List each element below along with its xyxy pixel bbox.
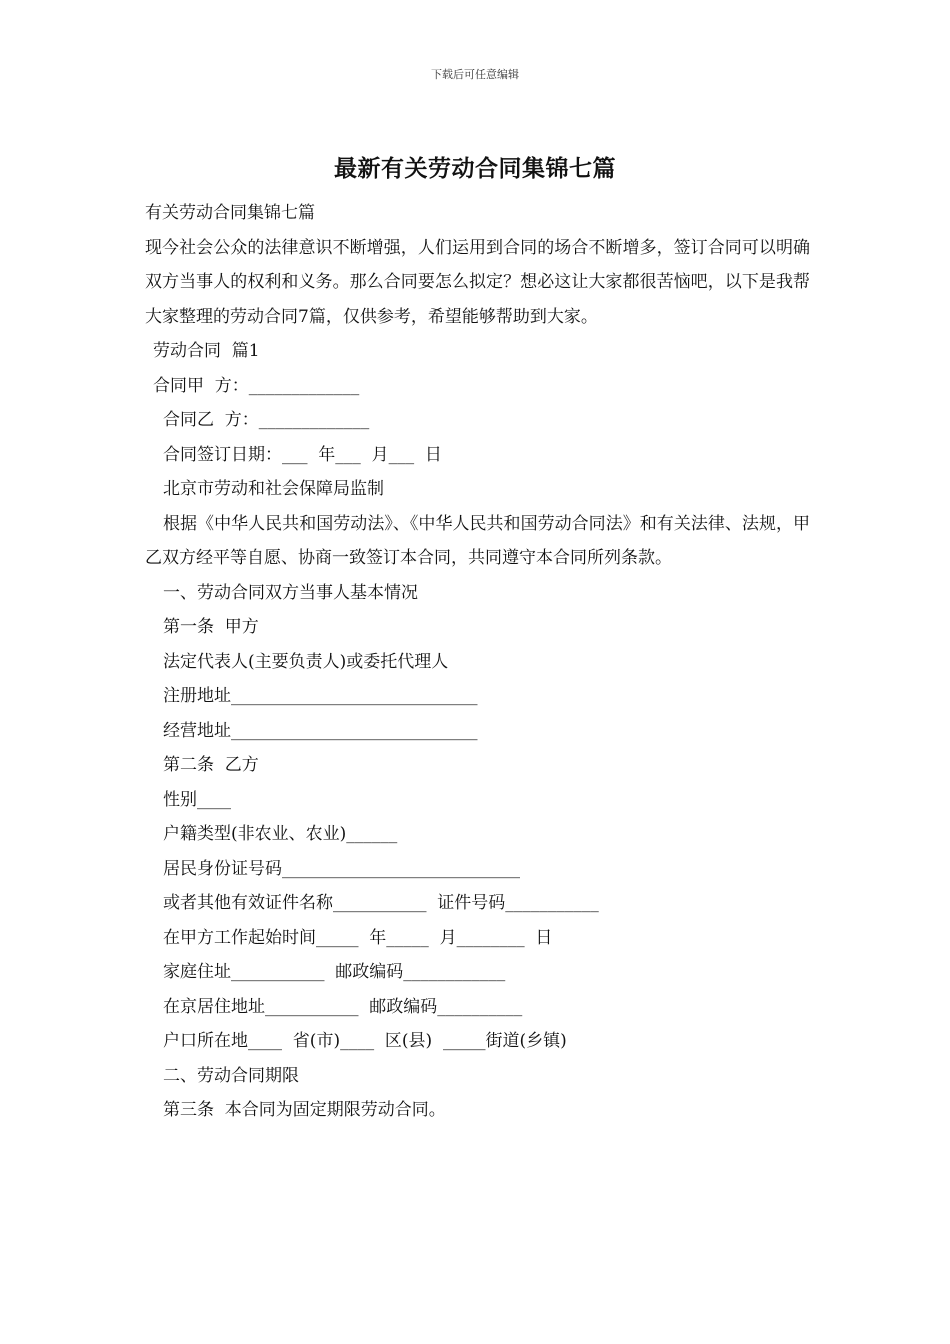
sign-date-line: 合同签订日期：___ 年___ 月___ 日 [163, 444, 442, 465]
body-line: 注册地址_____________________________ [163, 686, 478, 706]
header-note: 下载后可任意编辑 [431, 68, 519, 81]
section-heading: 劳动合同 篇1 [153, 341, 260, 361]
body-line: 户口所在地____ 省(市)____ 区(县) _____街道(乡镇) [163, 1031, 567, 1051]
body-line: 性别____ [163, 789, 231, 810]
body-line: 户籍类型(非农业、农业)______ [163, 824, 398, 844]
basis-paragraph: 根据《中华人民共和国劳动法》、《中华人民共和国劳动合同法》和有关法律、法规，甲乙双方经平等自愿、协商一致签订本合同，共同遵守本合同所列条款。 [145, 513, 810, 568]
body-line: 第三条 本合同为固定期限劳动合同。 [163, 1100, 446, 1120]
supervisor-line: 北京市劳动和社会保障局监制 [163, 479, 384, 499]
party-b-line: 合同乙 方：_____________ [163, 410, 370, 430]
document-body [145, 196, 810, 1128]
body-line: 经营地址_____________________________ [163, 720, 478, 741]
body-line: 法定代表人(主要负责人)或委托代理人 [163, 651, 449, 672]
body-line: 一、劳动合同双方当事人基本情况 [163, 582, 418, 603]
body-line: 第二条 乙方 [163, 755, 259, 775]
body-line: 居民身份证号码____________________________ [163, 858, 520, 879]
intro-paragraph: 现今社会公众的法律意识不断增强，人们运用到合同的场合不断增多，签订合同可以明确双方当事人的权利和义务。那么合同要怎么拟定？想必这让大家都很苦恼吧，以下是我帮大家整理的劳动合同7篇，仅供参考，希望能够帮助到大家。 [145, 237, 810, 327]
document-title: 最新有关劳动合同集锦七篇 [334, 155, 616, 182]
body-line: 家庭住址___________ 邮政编码____________ [163, 962, 506, 982]
body-line: 第一条 甲方 [163, 617, 259, 637]
body-line: 在甲方工作起始时间_____ 年_____ 月________ 日 [163, 927, 553, 948]
subtitle: 有关劳动合同集锦七篇 [145, 203, 315, 223]
body-line: 二、劳动合同期限 [163, 1065, 299, 1086]
body-line: 在京居住地址___________ 邮政编码__________ [163, 996, 523, 1017]
party-a-line: 合同甲 方：_____________ [153, 375, 360, 396]
body-line: 或者其他有效证件名称___________ 证件号码___________ [163, 893, 599, 913]
